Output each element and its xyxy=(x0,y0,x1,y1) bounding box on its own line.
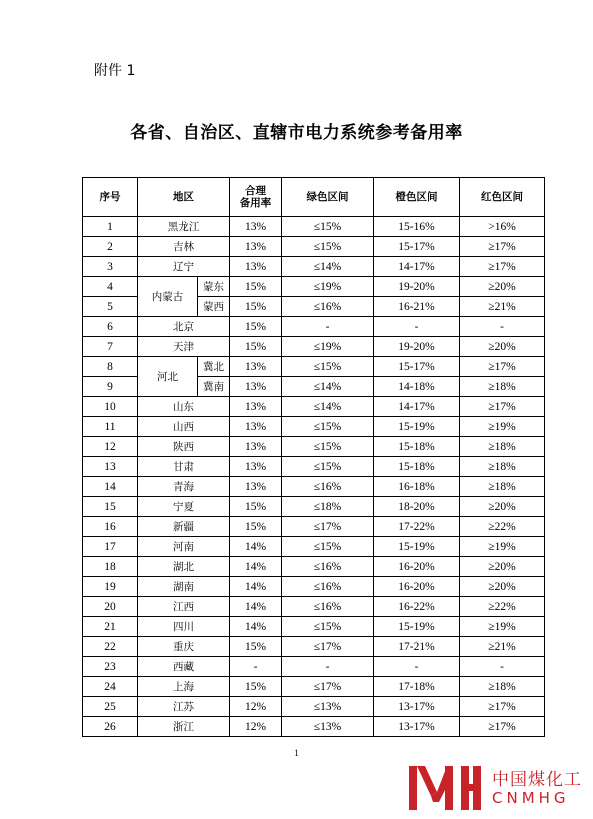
cell-red: ≥17% xyxy=(460,697,545,717)
cell-green: ≤19% xyxy=(282,337,374,357)
cell-region: 辽宁 xyxy=(138,257,230,277)
table-header-row xyxy=(83,178,545,217)
cell-green: ≤16% xyxy=(282,477,374,497)
cell-rate: 12% xyxy=(230,717,282,737)
cell-no: 5 xyxy=(83,297,138,317)
cell-red: ≥20% xyxy=(460,337,545,357)
cell-no: 4 xyxy=(83,277,138,297)
cell-rate: 13% xyxy=(230,477,282,497)
cell-region: 黑龙江 xyxy=(138,217,230,237)
cell-rate: 15% xyxy=(230,517,282,537)
cell-green: ≤16% xyxy=(282,557,374,577)
watermark-cn: 中国煤化工 xyxy=(492,770,582,790)
cell-red: - xyxy=(460,657,545,677)
cell-green: ≤19% xyxy=(282,277,374,297)
page-number: 1 xyxy=(294,748,299,758)
cell-red: ≥18% xyxy=(460,677,545,697)
cell-orange: 16-22% xyxy=(374,597,460,617)
header-green: 绿色区间 xyxy=(282,178,374,217)
cell-region: 山西 xyxy=(138,417,230,437)
cell-red: >16% xyxy=(460,217,545,237)
cell-subregion: 蒙西 xyxy=(198,297,230,317)
table-row xyxy=(83,437,545,457)
table-row xyxy=(83,357,545,377)
table-row xyxy=(83,617,545,637)
cell-no: 6 xyxy=(83,317,138,337)
cell-no: 16 xyxy=(83,517,138,537)
cell-subregion: 冀南 xyxy=(198,377,230,397)
cell-green: ≤16% xyxy=(282,297,374,317)
cell-region: 甘肃 xyxy=(138,457,230,477)
cell-green: ≤15% xyxy=(282,237,374,257)
cell-red: ≥20% xyxy=(460,277,545,297)
cell-orange: 17-21% xyxy=(374,637,460,657)
cell-rate: 13% xyxy=(230,217,282,237)
cell-orange: 16-21% xyxy=(374,297,460,317)
cell-rate: 15% xyxy=(230,317,282,337)
cell-orange: 13-17% xyxy=(374,717,460,737)
cell-orange: 16-20% xyxy=(374,557,460,577)
cell-green: ≤15% xyxy=(282,437,374,457)
cell-green: ≤16% xyxy=(282,577,374,597)
cell-rate: 15% xyxy=(230,497,282,517)
cell-green: ≤17% xyxy=(282,517,374,537)
table-row xyxy=(83,517,545,537)
table-row xyxy=(83,657,545,677)
cell-green: ≤15% xyxy=(282,457,374,477)
cell-no: 10 xyxy=(83,397,138,417)
table-row xyxy=(83,277,545,297)
page-title: 各省、自治区、直辖市电力系统参考备用率 xyxy=(130,123,463,143)
table-row xyxy=(83,717,545,737)
cell-no: 18 xyxy=(83,557,138,577)
table-row xyxy=(83,697,545,717)
cell-red: ≥20% xyxy=(460,497,545,517)
header-no: 序号 xyxy=(83,178,138,217)
reserve-rate-table xyxy=(82,177,545,737)
cell-region: 西藏 xyxy=(138,657,230,677)
table-row xyxy=(83,557,545,577)
cell-rate: 13% xyxy=(230,457,282,477)
cell-rate: 14% xyxy=(230,597,282,617)
cell-orange: 18-20% xyxy=(374,497,460,517)
cell-no: 22 xyxy=(83,637,138,657)
cell-region: 新疆 xyxy=(138,517,230,537)
cell-red: ≥18% xyxy=(460,437,545,457)
table-row xyxy=(83,417,545,437)
cell-orange: 14-17% xyxy=(374,397,460,417)
table-row xyxy=(83,457,545,477)
cell-rate: 14% xyxy=(230,537,282,557)
cell-red: ≥17% xyxy=(460,357,545,377)
cell-region: 浙江 xyxy=(138,717,230,737)
cell-red: ≥18% xyxy=(460,477,545,497)
table-row xyxy=(83,497,545,517)
cell-region: 江西 xyxy=(138,597,230,617)
cell-orange: 14-17% xyxy=(374,257,460,277)
cell-no: 12 xyxy=(83,437,138,457)
cell-rate: 15% xyxy=(230,297,282,317)
table-row xyxy=(83,317,545,337)
cell-orange: - xyxy=(374,657,460,677)
cell-no: 8 xyxy=(83,357,138,377)
cell-no: 13 xyxy=(83,457,138,477)
cell-rate: 14% xyxy=(230,557,282,577)
cell-red: ≥21% xyxy=(460,637,545,657)
cell-orange: 15-16% xyxy=(374,217,460,237)
header-red: 红色区间 xyxy=(460,178,545,217)
cell-orange: 15-19% xyxy=(374,617,460,637)
cell-orange: 16-20% xyxy=(374,577,460,597)
cell-region: 天津 xyxy=(138,337,230,357)
cell-rate: 13% xyxy=(230,237,282,257)
cell-region: 湖北 xyxy=(138,557,230,577)
cell-no: 7 xyxy=(83,337,138,357)
cell-orange: 13-17% xyxy=(374,697,460,717)
cell-red: ≥19% xyxy=(460,537,545,557)
cell-red: ≥20% xyxy=(460,557,545,577)
cell-red: ≥17% xyxy=(460,257,545,277)
cell-orange: 15-17% xyxy=(374,357,460,377)
cell-green: ≤15% xyxy=(282,617,374,637)
cell-rate: 14% xyxy=(230,617,282,637)
table-body xyxy=(83,217,545,737)
table-row xyxy=(83,537,545,557)
cell-region: 江苏 xyxy=(138,697,230,717)
cell-rate: 13% xyxy=(230,417,282,437)
cell-region: 北京 xyxy=(138,317,230,337)
cell-green: ≤14% xyxy=(282,257,374,277)
cell-green: ≤14% xyxy=(282,397,374,417)
cell-region: 湖南 xyxy=(138,577,230,597)
cell-no: 21 xyxy=(83,617,138,637)
header-orange: 橙色区间 xyxy=(374,178,460,217)
cell-rate: 14% xyxy=(230,577,282,597)
cell-orange: 15-19% xyxy=(374,417,460,437)
table-row xyxy=(83,577,545,597)
cell-no: 26 xyxy=(83,717,138,737)
table-row xyxy=(83,397,545,417)
cell-orange: 19-20% xyxy=(374,337,460,357)
cell-orange: 16-18% xyxy=(374,477,460,497)
cell-red: ≥22% xyxy=(460,517,545,537)
cell-green: ≤16% xyxy=(282,597,374,617)
watermark-en: CNMHG xyxy=(492,789,570,807)
cnmhg-logo-icon xyxy=(407,762,483,812)
table-row xyxy=(83,337,545,357)
cell-no: 17 xyxy=(83,537,138,557)
cell-red: ≥22% xyxy=(460,597,545,617)
cell-red: ≥18% xyxy=(460,457,545,477)
cell-orange: - xyxy=(374,317,460,337)
cell-rate: 13% xyxy=(230,397,282,417)
table-row xyxy=(83,217,545,237)
cell-green: ≤13% xyxy=(282,717,374,737)
cell-no: 20 xyxy=(83,597,138,617)
cell-red: ≥20% xyxy=(460,577,545,597)
watermark-logo xyxy=(407,762,587,812)
cell-green: ≤17% xyxy=(282,677,374,697)
header-region: 地区 xyxy=(138,178,230,217)
table-row xyxy=(83,237,545,257)
table-row xyxy=(83,257,545,277)
cell-region: 重庆 xyxy=(138,637,230,657)
cell-green: - xyxy=(282,657,374,677)
cell-green: ≤15% xyxy=(282,537,374,557)
cell-rate: 13% xyxy=(230,377,282,397)
cell-no: 9 xyxy=(83,377,138,397)
cell-orange: 15-19% xyxy=(374,537,460,557)
cell-region: 四川 xyxy=(138,617,230,637)
cell-no: 14 xyxy=(83,477,138,497)
cell-red: ≥19% xyxy=(460,417,545,437)
cell-rate: - xyxy=(230,657,282,677)
cell-green: - xyxy=(282,317,374,337)
table-row xyxy=(83,637,545,657)
cell-rate: 13% xyxy=(230,257,282,277)
cell-rate: 15% xyxy=(230,277,282,297)
cell-region: 宁夏 xyxy=(138,497,230,517)
cell-red: ≥19% xyxy=(460,617,545,637)
cell-region: 河北 xyxy=(138,357,198,397)
cell-rate: 12% xyxy=(230,697,282,717)
cell-green: ≤14% xyxy=(282,377,374,397)
cell-red: ≥21% xyxy=(460,297,545,317)
cell-region: 内蒙古 xyxy=(138,277,198,317)
cell-red: - xyxy=(460,317,545,337)
cell-rate: 13% xyxy=(230,357,282,377)
cell-red: ≥17% xyxy=(460,717,545,737)
cell-rate: 15% xyxy=(230,677,282,697)
cell-subregion: 冀北 xyxy=(198,357,230,377)
cell-orange: 15-18% xyxy=(374,437,460,457)
cell-region: 山东 xyxy=(138,397,230,417)
cell-red: ≥18% xyxy=(460,377,545,397)
attachment-label: 附件 1 xyxy=(94,63,136,79)
cell-no: 2 xyxy=(83,237,138,257)
cell-no: 25 xyxy=(83,697,138,717)
cell-region: 青海 xyxy=(138,477,230,497)
table-row xyxy=(83,477,545,497)
cell-orange: 14-18% xyxy=(374,377,460,397)
cell-no: 24 xyxy=(83,677,138,697)
cell-red: ≥17% xyxy=(460,237,545,257)
cell-orange: 15-17% xyxy=(374,237,460,257)
cell-subregion: 蒙东 xyxy=(198,277,230,297)
cell-rate: 15% xyxy=(230,337,282,357)
cell-region: 吉林 xyxy=(138,237,230,257)
cell-region: 河南 xyxy=(138,537,230,557)
cell-no: 19 xyxy=(83,577,138,597)
cell-green: ≤17% xyxy=(282,637,374,657)
cell-green: ≤15% xyxy=(282,417,374,437)
cell-no: 3 xyxy=(83,257,138,277)
cell-orange: 17-18% xyxy=(374,677,460,697)
table-row xyxy=(83,597,545,617)
cell-red: ≥17% xyxy=(460,397,545,417)
cell-no: 1 xyxy=(83,217,138,237)
cell-green: ≤15% xyxy=(282,357,374,377)
cell-orange: 17-22% xyxy=(374,517,460,537)
header-rate: 合理 备用率 xyxy=(230,178,282,217)
cell-no: 15 xyxy=(83,497,138,517)
table-row xyxy=(83,677,545,697)
cell-green: ≤18% xyxy=(282,497,374,517)
cell-green: ≤13% xyxy=(282,697,374,717)
cell-orange: 15-18% xyxy=(374,457,460,477)
cell-region: 陕西 xyxy=(138,437,230,457)
cell-region: 上海 xyxy=(138,677,230,697)
cell-rate: 13% xyxy=(230,437,282,457)
cell-rate: 15% xyxy=(230,637,282,657)
cell-green: ≤15% xyxy=(282,217,374,237)
cell-no: 23 xyxy=(83,657,138,677)
cell-orange: 19-20% xyxy=(374,277,460,297)
cell-no: 11 xyxy=(83,417,138,437)
